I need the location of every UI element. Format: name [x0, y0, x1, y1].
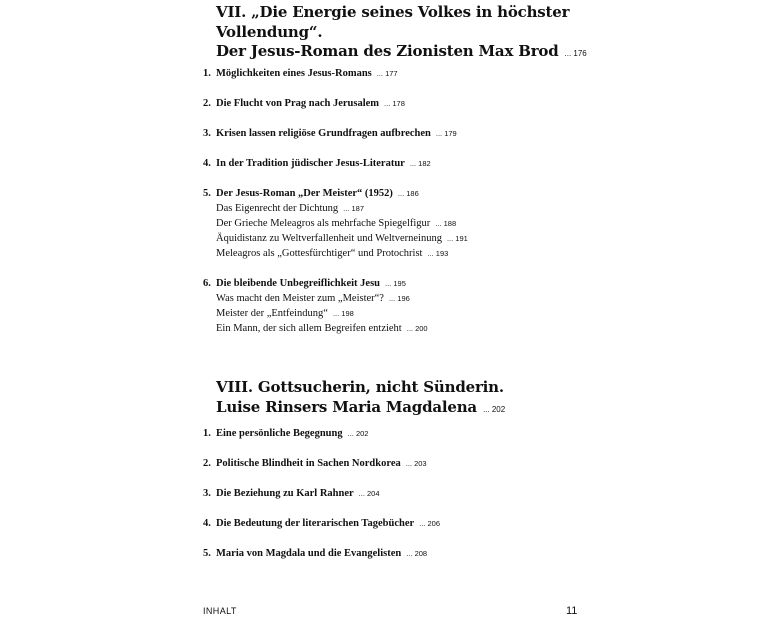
section-number: 1. [203, 428, 211, 439]
toc-entry[interactable] [216, 456, 427, 471]
chapter-page-ref: ... 176 [564, 49, 587, 58]
chapter-title [216, 3, 587, 64]
section-title: Eine persönliche Begegnung [216, 428, 343, 439]
page-ref: ... 208 [406, 549, 428, 558]
toc-subentry[interactable] [216, 216, 456, 231]
page-ref: ... 202 [347, 429, 369, 438]
subsection-title: Meleagros als „Gottesfürchtiger“ und Protochrist [216, 248, 423, 259]
chapter-page-ref: ... 202 [482, 404, 506, 414]
toc-entry[interactable] [216, 516, 440, 531]
chapter-title [216, 378, 505, 419]
toc-entry[interactable] [216, 426, 368, 441]
chapter-title-line: VII. „Die Energie seines Volkes in höchster [216, 3, 570, 21]
section-title: Krisen lassen religiöse Grundfragen aufbrechen [216, 128, 431, 139]
page-number: 11 [566, 605, 578, 617]
page-ref: ... 203 [405, 459, 427, 468]
section-number: 4. [203, 518, 211, 529]
page-ref: ... 206 [419, 519, 440, 528]
section-number: 1. [203, 68, 211, 79]
toc-subentry[interactable] [216, 291, 410, 306]
page-ref: ... 200 [406, 324, 428, 333]
toc-entry[interactable] [216, 186, 419, 201]
page-ref: ... 188 [435, 219, 457, 228]
subsection-title: Der Grieche Meleagros als mehrfache Spiegelfigur [216, 218, 431, 229]
page-ref: ... 204 [358, 489, 380, 498]
toc-entry[interactable] [216, 276, 406, 291]
toc-subentry[interactable] [216, 246, 448, 261]
section-title: Die Flucht von Prag nach Jerusalem [216, 98, 380, 109]
subsection-title: Was macht den Meister zum „Meister“? [216, 293, 384, 304]
page-ref: ... 186 [397, 189, 419, 198]
toc-subentry[interactable] [216, 306, 354, 321]
subsection-title: Das Eigenrecht der Dichtung [216, 203, 339, 214]
section-title: Die Bedeutung der literarischen Tagebücher [216, 518, 415, 529]
page-ref: ... 198 [332, 309, 354, 318]
toc-entry[interactable] [216, 156, 431, 171]
subsection-title: Meister der „Entfeindung“ [216, 308, 328, 319]
section-number: 4. [203, 158, 211, 169]
toc-entry[interactable] [216, 66, 398, 81]
page-ref: ... 196 [388, 294, 410, 303]
section-number: 2. [203, 458, 211, 469]
chapter-title-text: Luise Rinsers Maria Magdalena [216, 397, 477, 416]
section-title: Möglichkeiten eines Jesus-Romans [216, 68, 372, 79]
section-title: Maria von Magdala und die Evangelisten [216, 548, 402, 559]
section-number: 3. [203, 488, 211, 499]
chapter-title-line [216, 398, 505, 420]
page-ref: ... 191 [446, 234, 468, 243]
toc-entry[interactable] [216, 486, 380, 501]
page-ref: ... 195 [385, 279, 406, 288]
page-ref: ... 187 [343, 204, 365, 213]
toc-subentry[interactable] [216, 321, 428, 336]
toc-entry[interactable] [216, 126, 457, 141]
page-ref: ... 179 [435, 129, 457, 138]
chapter-title-line [216, 42, 587, 64]
section-number: 6. [203, 278, 211, 289]
chapter-title-text: Der Jesus-Roman des Zionisten Max Brod [216, 42, 559, 60]
section-title: Politische Blindheit in Sachen Nordkorea [216, 458, 401, 469]
page-ref: ... 182 [409, 159, 431, 168]
toc-subentry[interactable] [216, 201, 364, 216]
section-title: Der Jesus-Roman „Der Meister“ (1952) [216, 188, 393, 199]
page-ref: ... 193 [427, 249, 449, 258]
subsection-title: Ein Mann, der sich allem Begreifen entzieht [216, 323, 402, 334]
chapter-title-line: Vollendung“. [216, 22, 323, 41]
section-number: 5. [203, 188, 211, 199]
toc-subentry[interactable] [216, 231, 468, 246]
subsection-title: Äquidistanz zu Weltverfallenheit und Weltverneinung [216, 233, 442, 244]
chapter-title-line: VIII. Gottsucherin, nicht Sünderin. [216, 378, 504, 396]
toc-entry[interactable] [216, 96, 405, 111]
section-number: 5. [203, 548, 211, 559]
toc-entry[interactable] [216, 546, 427, 561]
section-title: Die Beziehung zu Karl Rahner [216, 488, 354, 499]
page-ref: ... 177 [376, 69, 398, 78]
page-ref: ... 178 [384, 99, 405, 108]
section-number: 3. [203, 128, 211, 139]
section-number: 2. [203, 98, 211, 109]
section-title: Die bleibende Unbegreiflichkeit Jesu [216, 278, 381, 289]
section-title: In der Tradition jüdischer Jesus-Literatur [216, 158, 405, 169]
running-footer-label: INHALT [203, 606, 237, 616]
